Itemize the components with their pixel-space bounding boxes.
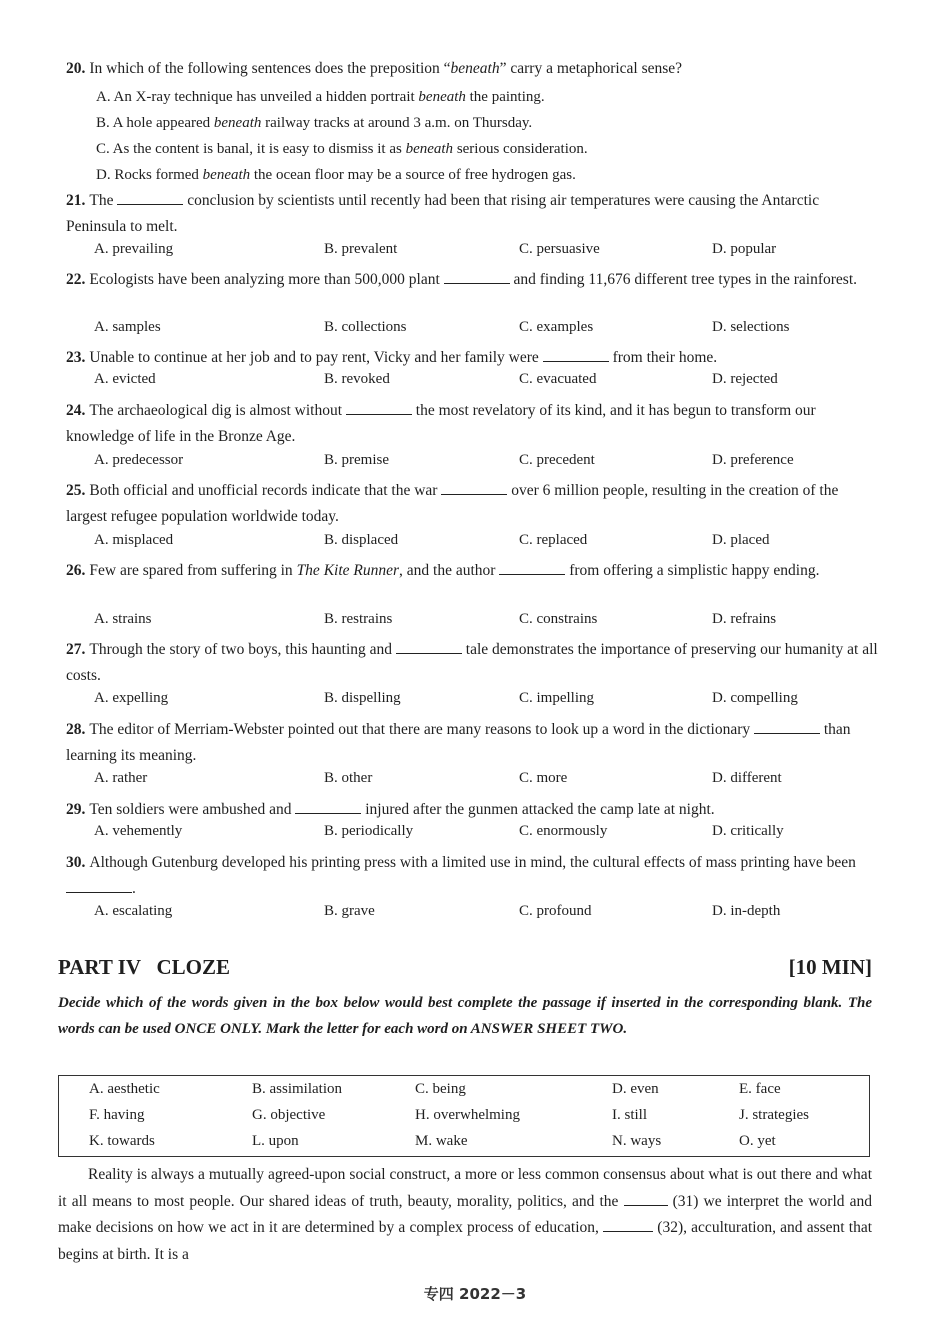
question-number: 20. [66,60,86,77]
question-28-options [94,770,894,796]
blank-31 [624,1191,668,1206]
word-option: L. upon [252,1133,299,1149]
option-c: C. enormously [519,823,608,839]
question-25-options [94,532,894,558]
question-30-options [94,903,894,929]
word-option: B. assimilation [252,1081,342,1097]
word-option: G. objective [252,1107,326,1123]
page-footer: 专四 2022－3 [423,1285,527,1303]
word-option: I. still [612,1107,648,1123]
word-option: D. even [612,1081,659,1097]
option-b: B. revoked [324,371,390,387]
question-23-options [94,371,894,397]
question-24-options [94,452,894,478]
option-b: B. premise [324,452,389,468]
answer-blank [295,799,361,814]
question-23: 23. Unable to continue at her job and to pay rent, Vicky and her family were from their home. [66,349,718,366]
option-b: B. displaced [324,532,399,548]
option-a: A. escalating [94,903,173,919]
option-d: D. in-depth [712,903,781,919]
option-c: C. replaced [519,532,588,548]
section-heading [58,955,872,980]
answer-blank [444,269,510,284]
option-c: C. precedent [519,452,595,468]
section-title: PART IV CLOZE [58,955,230,979]
question-29-options [94,823,894,849]
word-option: E. face [739,1081,781,1097]
question-20: 20. In which of the following sentences does the preposition “beneath” carry a metaphorical sense? [66,60,683,77]
option-c: C. impelling [519,690,594,706]
answer-blank [117,190,183,205]
word-option: H. overwhelming [415,1107,520,1123]
option-a: A. vehemently [94,823,183,839]
option-a: A. predecessor [94,452,184,468]
question-29: 29. Ten soldiers were ambushed and injured after the gunmen attacked the camp late at night. [66,801,715,818]
answer-blank [754,719,820,734]
word-option: J. strategies [739,1107,809,1123]
section-time: [10 MIN] [788,955,872,979]
word-option: K. towards [89,1133,155,1149]
option-b: B. periodically [324,823,414,839]
option-d: D. critically [712,823,784,839]
question-22: 22. Ecologists have been analyzing more than 500,000 plant and finding 11,676 different tree types in the rainforest. [66,271,857,288]
option-c: C. As the content is banal, it is easy to dismiss it as beneath serious consideration. [96,141,588,157]
question-26-options [94,611,894,637]
option-c: C. evacuated [519,371,597,387]
question-21: 21. The conclusion by scientists until recently had been that rising air temperatures were causing the Antarctic Peninsula to melt. [66,192,820,235]
option-c: C. profound [519,903,592,919]
option-d: D. Rocks formed beneath the ocean floor may be a source of free hydrogen gas. [96,167,576,183]
cloze-passage: Reality is always a mutually agreed-upon social construct, a more or less common consensus about what is out there and what it all means to most people. Our shared ideas of truth, beauty, morality, politics, and the (31) we interpret the world and make decisions on how we act in it are determined by a complex process of education, (32), acculturation, and assent that begins at birth. It is a [58,1166,873,1263]
option-d: D. different [712,770,782,786]
section-instruction: Decide which of the words given in the box below would best complete the passage if inserted in the corresponding blank. The words can be used ONCE ONLY. Mark the letter for each word on ANSWER SHEET TWO. [58,995,872,1037]
option-c: C. constrains [519,611,598,627]
answer-blank [396,639,462,654]
option-a: A. rather [94,770,148,786]
question-21-options [94,241,894,267]
option-b: B. A hole appeared beneath railway tracks at around 3 a.m. on Thursday. [96,115,533,131]
option-a: A. misplaced [94,532,174,548]
option-d: D. refrains [712,611,777,627]
answer-blank [499,560,565,575]
question-26: 26. Few are spared from suffering in The Kite Runner, and the author from offering a simplistic happy ending. [66,562,820,579]
option-d: D. popular [712,241,777,257]
option-b: B. dispelling [324,690,401,706]
question-28: 28. The editor of Merriam-Webster pointed out that there are many reasons to look up a word in the dictionary than learning its meaning. [66,721,851,764]
option-b: B. collections [324,319,407,335]
word-option: N. ways [612,1133,662,1149]
question-27: 27. Through the story of two boys, this haunting and tale demonstrates the importance of preserving our humanity at all costs. [66,641,878,684]
word-option: O. yet [739,1133,776,1149]
option-c: C. more [519,770,568,786]
word-option: M. wake [415,1133,468,1149]
option-b: B. grave [324,903,375,919]
blank-32 [603,1217,653,1232]
option-a: A. samples [94,319,161,335]
option-a: A. evicted [94,371,156,387]
option-b: B. restrains [324,611,393,627]
option-d: D. selections [712,319,790,335]
option-a: A. strains [94,611,152,627]
option-c: C. persuasive [519,241,600,257]
word-box [58,1075,870,1157]
option-a: A. An X-ray technique has unveiled a hidden portrait beneath the painting. [96,89,545,105]
answer-blank [346,400,412,415]
question-27-options [94,690,894,716]
question-30: 30. Although Gutenburg developed his printing press with a limited use in mind, the cultural effects of mass printing have been . [66,854,856,897]
book-title: The Kite Runner [296,562,400,579]
answer-blank [441,480,507,495]
question-25: 25. Both official and unofficial records indicate that the war over 6 million people, resulting in the creation of the largest refugee population worldwide today. [66,482,839,525]
option-a: A. prevailing [94,241,174,257]
answer-blank [543,347,609,362]
option-d: D. preference [712,452,794,468]
option-c: C. examples [519,319,594,335]
option-d: D. placed [712,532,770,548]
answer-blank [66,878,132,893]
question-24: 24. The archaeological dig is almost without the most revelatory of its kind, and it has begun to transform our knowledge of life in the Bronze Age. [66,402,816,445]
option-b: B. prevalent [324,241,398,257]
word-option: C. being [415,1081,466,1097]
option-d: D. compelling [712,690,798,706]
question-20-options [96,84,876,188]
option-d: D. rejected [712,371,778,387]
option-a: A. expelling [94,690,169,706]
word-option: F. having [89,1107,145,1123]
word-option: A. aesthetic [89,1081,160,1097]
question-22-options [94,319,894,345]
option-b: B. other [324,770,373,786]
